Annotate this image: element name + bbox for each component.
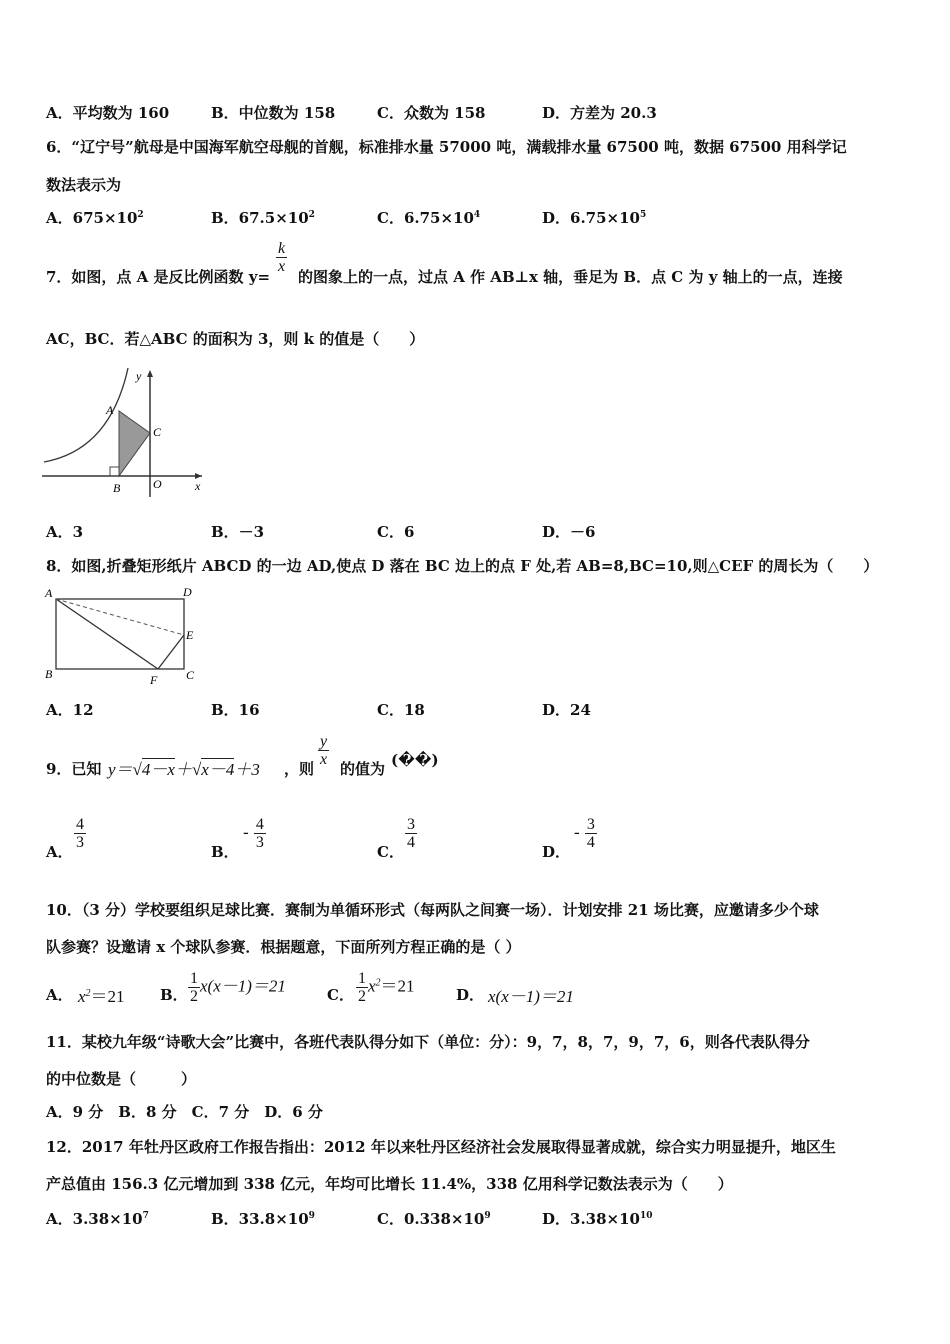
q9-fraction: $\frac{y}{x}$ [320, 733, 328, 768]
label-d: D [183, 585, 192, 599]
q7-stem-post: 的图象上的一点，过点 A 作 AB⊥x 轴，垂足为 B．点 C 为 y 轴上的一点，连接 [298, 268, 843, 286]
q10-stem-line1: 10．（3 分）学校要组织足球比赛．赛制为单循环形式（每两队之间赛一场）．计划安排 21 场比赛，应邀请多少个球 [46, 901, 819, 919]
label-f: F [150, 673, 158, 687]
q8-option-a: A．12 [46, 701, 94, 719]
q7-fraction: $\frac{k}{x}$ [278, 240, 286, 275]
q9-option-c-label: C． [377, 843, 404, 861]
q10-option-d-label: D． [456, 986, 485, 1004]
q12-stem-line1: 12．2017 年牡丹区政府工作报告指出：2012 年以来牡丹区经济社会发展取得显著成就，综合实力明显提升，地区生 [46, 1138, 836, 1156]
q5-option-d: D．方差为 20.3 [542, 104, 657, 122]
q9-option-c-value: $\frac{3}{4}$ [407, 816, 415, 851]
q5-option-c: C．众数为 158 [377, 104, 486, 122]
q9-stem-post: 的值为 [340, 760, 386, 778]
y-axis-arrow [147, 370, 153, 377]
q10-stem-line2: 队参赛？设邀请 x 个球队参赛．根据题意，下面所列方程正确的是（ ） [46, 938, 521, 956]
q9-comma-then: ，则 [284, 760, 315, 778]
q7-stem-pre: 7．如图，点 A 是反比例函数 y= [46, 268, 271, 286]
label-c: C [153, 425, 162, 439]
q9-equation: y＝√4－x＋√x－4＋3 [108, 760, 260, 779]
q7-option-a: A．3 [46, 523, 84, 541]
q7-option-d: D．－6 [542, 523, 596, 541]
q11-options: A．9 分 B．8 分 C．7 分 D．6 分 [46, 1103, 323, 1121]
q12-stem-line2: 产总值由 156.3 亿元增加到 338 亿元，年均可比增长 11.4%，338 亿用科学记数法表示为（ ） [46, 1175, 733, 1193]
fold-line-af [56, 599, 158, 669]
q6-option-c: C．$6.75\times 10^4$ [377, 209, 481, 227]
label-a: A [45, 586, 53, 600]
q7-option-b: B．－3 [211, 523, 265, 541]
q8-option-c: C．18 [377, 701, 425, 719]
label-o: O [153, 477, 162, 491]
label-e: E [186, 628, 194, 642]
label-b: B [113, 481, 121, 495]
q8-stem: 8．如图,折叠矩形纸片 ABCD 的一边 AD,使点 D 落在 BC 边上的点 F 处,若 AB=8,BC=10,则△CEF 的周长为（ ） [46, 557, 879, 575]
q10-option-c-label: C． [327, 986, 354, 1004]
rectangle-abcd [56, 599, 184, 669]
q10-option-d-value: x(x－1)＝21 [488, 987, 574, 1006]
q9-option-a-value: $\frac{4}{3}$ [76, 816, 84, 851]
q11-stem-line1: 11．某校九年级“诗歌大会”比赛中，各班代表队得分如下（单位：分）：9，7，8，7，9，7，6，则各代表队得分 [46, 1033, 810, 1051]
q5-option-a: A．平均数为 160 [46, 104, 170, 122]
q10-option-b-value: $\frac{1}{2}$ x(x－1)＝21 [190, 970, 286, 1005]
label-y: y [136, 369, 142, 383]
hyperbola-curve [44, 368, 128, 462]
q6-option-a: A．$675\times 10^2$ [46, 209, 144, 227]
q8-figure [40, 582, 210, 690]
q9-option-b-value: - $\frac{4}{3}$ [243, 816, 264, 851]
q12-option-a: A．$3.38\times 10^7$ [46, 1210, 149, 1228]
q12-option-d: D．$3.38\times 10^{10}$ [542, 1210, 653, 1228]
dashed-line-ae [56, 599, 184, 635]
q6-stem-line2: 数法表示为 [46, 176, 122, 194]
label-x: x [195, 479, 201, 493]
q6-option-d: D．$6.75\times 10^5$ [542, 209, 647, 227]
q9-option-d-label: D． [542, 843, 571, 861]
q9-stem-pre: 9．已知 [46, 760, 102, 778]
label-c: C [186, 668, 195, 682]
q7-figure [40, 362, 215, 502]
q12-option-c: C．$0.338\times 10^9$ [377, 1210, 491, 1228]
q9-option-d-value: - $\frac{3}{4}$ [574, 816, 595, 851]
triangle-abc [119, 411, 150, 476]
q8-option-d: D．24 [542, 701, 591, 719]
q5-option-b: B．中位数为 158 [211, 104, 336, 122]
label-a: A [106, 403, 114, 417]
q10-option-c-value: $\frac{1}{2}$ $x^2=21$ [358, 970, 415, 1005]
q10-option-b-label: B． [160, 986, 188, 1004]
q9-paren: (��) [391, 751, 439, 769]
right-angle-mark [110, 467, 119, 476]
label-b: B [45, 667, 53, 681]
q8-option-b: B．16 [211, 701, 260, 719]
q10-option-a-label: A． [46, 986, 73, 1004]
q7-stem-line2: AC，BC．若△ABC 的面积为 3，则 k 的值是（ ） [46, 330, 425, 348]
q6-stem-line1: 6．“辽宁号”航母是中国海军航空母舰的首舰，标准排水量 57000 吨，满载排水量 67500 吨，数据 67500 用科学记 [46, 138, 847, 156]
q9-option-a-label: A． [46, 843, 73, 861]
q12-option-b: B．$33.8\times 10^9$ [211, 1210, 315, 1228]
q11-stem-line2: 的中位数是（ ） [46, 1070, 197, 1088]
q7-option-c: C．6 [377, 523, 415, 541]
line-fe [158, 635, 184, 669]
q10-option-a-value: $x^2=21$ [78, 987, 125, 1006]
q9-option-b-label: B． [211, 843, 239, 861]
q6-option-b: B．$67.5\times 10^2$ [211, 209, 315, 227]
